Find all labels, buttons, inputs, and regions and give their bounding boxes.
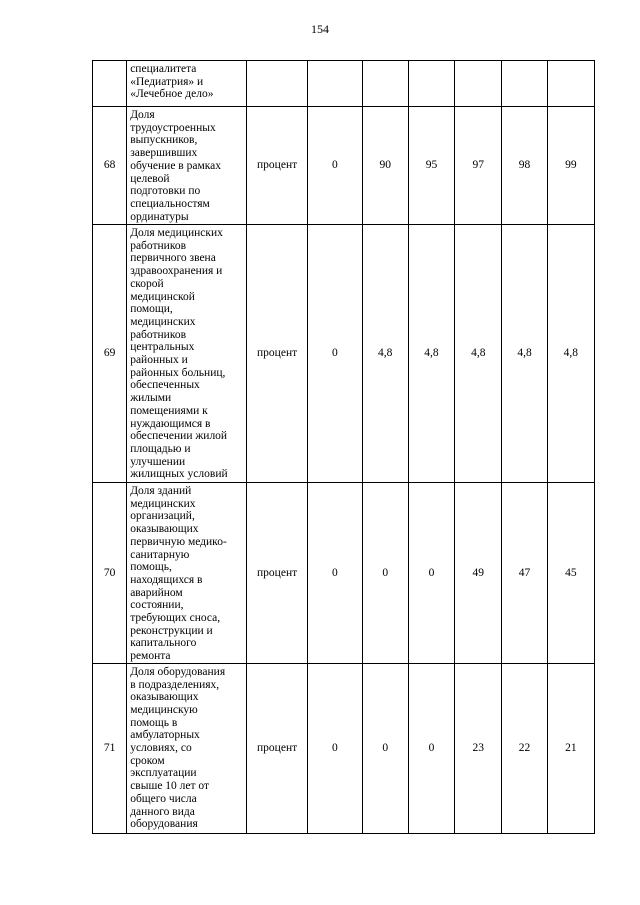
indicator-name-line: условиях, со	[130, 742, 192, 755]
indicator-name-line: здравоохранения и	[130, 265, 223, 278]
table-row	[93, 663, 595, 833]
indicator-name-line: специальностям	[130, 197, 210, 210]
indicator-name-line: медицинскую	[130, 703, 198, 716]
indicator-name-line: работников	[130, 328, 187, 341]
indicator-name-line: площадью и	[130, 442, 191, 455]
indicator-name-line: организаций,	[130, 510, 195, 523]
indicator-name-line: обеспеченных	[130, 379, 200, 392]
indicator-name-line: помощь,	[130, 561, 172, 574]
table-body	[93, 61, 595, 834]
indicator-name-line: трудоустроенных	[130, 121, 216, 134]
value-cell	[362, 61, 408, 107]
indicator-name-line: целевой	[130, 172, 170, 185]
value-cell	[308, 61, 362, 107]
indicator-name-line: оборудования	[130, 818, 198, 831]
indicator-name-line: районных и	[130, 354, 188, 367]
table-row	[93, 107, 595, 225]
indicator-name-line: санитарную	[130, 548, 190, 561]
indicator-name-line: данного вида	[130, 805, 195, 818]
row-number: 70	[93, 483, 127, 664]
indicator-name	[127, 483, 247, 664]
indicator-name-line: эксплуатации	[130, 767, 197, 780]
value-cell: 21	[547, 663, 594, 833]
indicator-name-line: улучшении	[130, 455, 186, 468]
indicator-name-line: оказывающих	[130, 691, 199, 704]
indicator-name-line: «Педиатрия» и	[130, 75, 204, 88]
indicator-name-line: помощи,	[130, 303, 173, 316]
value-cell: 0	[308, 483, 362, 664]
value-cell: 0	[408, 483, 454, 664]
indicator-name	[127, 61, 247, 107]
value-cell	[502, 61, 547, 107]
table-row	[93, 483, 595, 664]
value-cell: 0	[408, 663, 454, 833]
value-cell: 4,8	[362, 225, 408, 483]
indicator-name-line: центральных	[130, 341, 195, 354]
indicator-name-line: районных больниц,	[130, 366, 226, 379]
indicator-name-line: амбулаторных	[130, 729, 200, 742]
indicator-name-line: требующих сноса,	[130, 612, 221, 625]
indicator-name-line: свыше 10 лет от	[130, 780, 210, 793]
indicator-name-line: состоянии,	[130, 599, 184, 612]
value-cell: 23	[455, 663, 502, 833]
indicator-name-line: в подразделениях,	[130, 678, 220, 691]
value-cell: 49	[455, 483, 502, 664]
value-cell	[547, 61, 594, 107]
indicator-name-line: медицинской	[130, 290, 195, 303]
indicator-name	[127, 107, 247, 225]
indicator-name-line: общего числа	[130, 792, 197, 805]
indicator-name-line: Доля медицинских	[130, 227, 223, 239]
unit-cell	[246, 61, 307, 107]
value-cell: 97	[455, 107, 502, 225]
row-number: 69	[93, 225, 127, 483]
indicator-name-line: работников	[130, 239, 187, 252]
unit-cell: процент	[246, 663, 307, 833]
value-cell: 45	[547, 483, 594, 664]
value-cell: 4,8	[455, 225, 502, 483]
value-cell: 47	[502, 483, 547, 664]
value-cell: 0	[308, 107, 362, 225]
indicator-name-line: ремонта	[130, 650, 171, 663]
indicator-name-line: обучение в рамках	[130, 159, 221, 172]
page-number: 154	[311, 22, 329, 36]
indicator-name-line: аварийном	[130, 586, 183, 599]
indicator-name-line: помощь в	[130, 716, 178, 729]
indicator-name-line: первичную медико-	[130, 535, 227, 548]
value-cell: 95	[408, 107, 454, 225]
value-cell: 98	[502, 107, 547, 225]
unit-cell: процент	[246, 483, 307, 664]
value-cell: 22	[502, 663, 547, 833]
value-cell: 0	[362, 483, 408, 664]
value-cell: 0	[362, 663, 408, 833]
indicator-name-line: жилыми	[130, 392, 172, 405]
indicator-name-line: медицинских	[130, 497, 196, 510]
indicator-name-line: Доля оборудования	[130, 665, 226, 678]
row-number: 68	[93, 107, 127, 225]
value-cell: 99	[547, 107, 594, 225]
row-number	[93, 61, 127, 107]
value-cell: 4,8	[502, 225, 547, 483]
value-cell: 0	[308, 663, 362, 833]
indicator-name-line: специалитета	[130, 63, 197, 75]
indicator-name-line: выпускников,	[130, 134, 198, 147]
indicator-name-line: Доля	[130, 109, 155, 121]
indicator-name-line: подготовки по	[130, 185, 201, 198]
indicator-name-line: реконструкции и	[130, 624, 213, 637]
value-cell	[455, 61, 502, 107]
table-row	[93, 225, 595, 483]
value-cell	[408, 61, 454, 107]
value-cell: 4,8	[547, 225, 594, 483]
indicator-name-line: находящихся в	[130, 573, 203, 586]
indicator-name-line: жилищных условий	[130, 468, 228, 481]
value-cell: 0	[308, 225, 362, 483]
indicator-name-line: оказывающих	[130, 523, 199, 536]
unit-cell: процент	[246, 225, 307, 483]
row-number: 71	[93, 663, 127, 833]
indicator-name	[127, 663, 247, 833]
indicator-name-line: обеспечении жилой	[130, 430, 228, 443]
indicator-name-line: первичного звена	[130, 252, 216, 265]
indicator-name-line: помещениями к	[130, 404, 208, 417]
value-cell: 4,8	[408, 225, 454, 483]
indicator-name-line: медицинских	[130, 315, 196, 328]
value-cell: 90	[362, 107, 408, 225]
indicator-name-line: капитального	[130, 637, 197, 650]
indicator-name-line: нуждающимся в	[130, 417, 211, 430]
indicator-name-line: «Лечебное дело»	[130, 88, 214, 101]
indicator-name-line: сроком	[130, 754, 165, 767]
unit-cell: процент	[246, 107, 307, 225]
table-row	[93, 61, 595, 107]
indicator-name-line: завершивших	[130, 147, 198, 160]
indicators-table	[92, 60, 595, 834]
indicator-name-line: скорой	[130, 277, 164, 290]
indicator-name-line: Доля зданий	[130, 485, 192, 497]
indicator-name-line: ординатуры	[130, 210, 189, 223]
indicator-name	[127, 225, 247, 483]
